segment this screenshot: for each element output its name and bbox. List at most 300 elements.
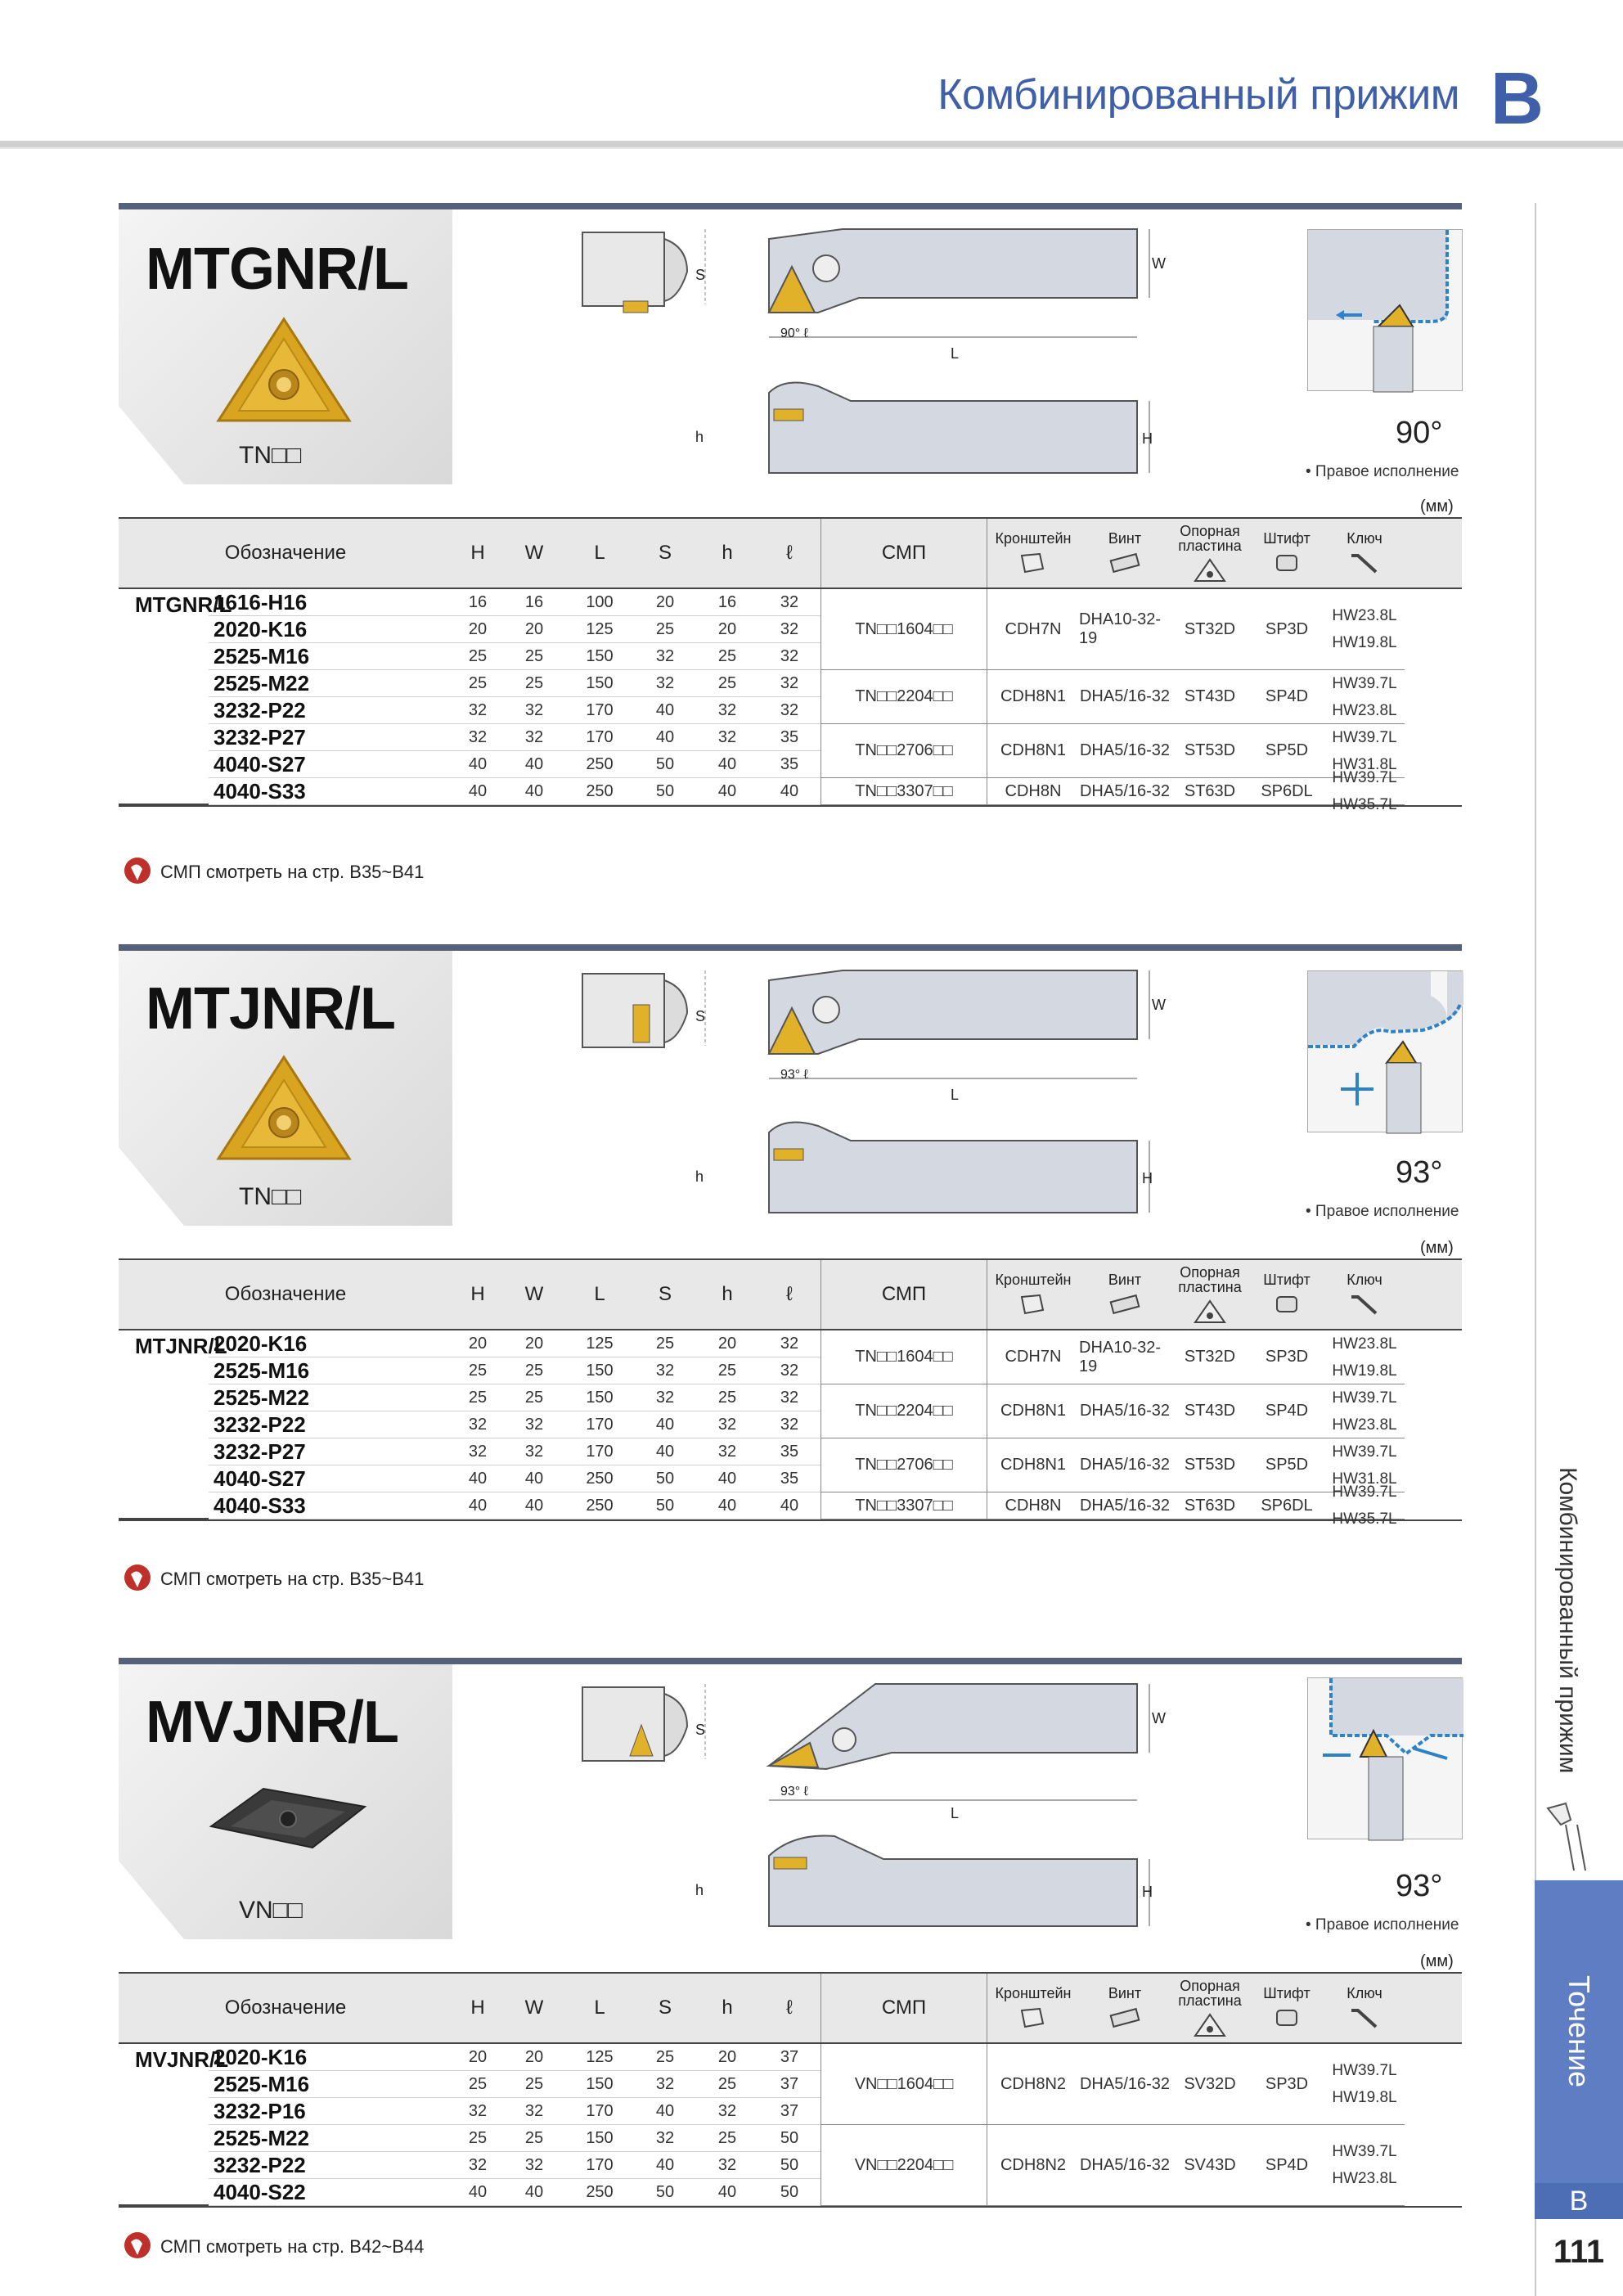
col-pin-label: Штифт <box>1263 1985 1311 2001</box>
table-row-code: 1616-H16 <box>209 589 452 616</box>
info-pin-icon <box>121 856 154 889</box>
holder-side-view <box>695 1830 1153 1944</box>
cell-H: 40 <box>452 1465 503 1492</box>
cell-h: 25 <box>696 2071 758 2098</box>
col-L: L <box>594 1283 605 1305</box>
col-W: W <box>524 1283 544 1305</box>
cell-plate: SV43D <box>1171 2125 1249 2206</box>
col-H: H <box>470 1283 485 1305</box>
triangular-insert-image <box>214 1052 353 1167</box>
svg-text:W: W <box>1152 1710 1166 1727</box>
key-primary: HW23.8L <box>1332 1335 1397 1353</box>
cell-screw: DHA5/16-32 <box>1079 670 1171 724</box>
cell-S: 40 <box>634 1438 696 1465</box>
table-row-code: 2525-M22 <box>209 2125 452 2152</box>
cell-W: 20 <box>503 1330 565 1357</box>
bracket-icon <box>1015 1292 1051 1317</box>
col-designation: Обозначение <box>224 1997 347 2019</box>
spec-table-body <box>119 2044 1462 2208</box>
cell-H: 25 <box>452 1384 503 1411</box>
cell-W: 25 <box>503 1357 565 1384</box>
cell-l: 40 <box>758 1492 820 1519</box>
key-secondary: HW31.8L <box>1332 755 1397 773</box>
col-l: ℓ <box>786 1997 793 2019</box>
cell-h: 25 <box>696 1384 758 1411</box>
cell-smp: TN□□3307□□ <box>820 778 987 805</box>
cell-S: 40 <box>634 697 696 724</box>
cell-key <box>1324 670 1405 724</box>
svg-text:W: W <box>1152 255 1166 272</box>
table-row-code: 2525-M16 <box>209 643 452 670</box>
hex-key-icon <box>1347 551 1382 575</box>
cell-bracket: CDH8N2 <box>987 2044 1079 2125</box>
page-header-title: Комбинированный прижим <box>937 71 1459 119</box>
cell-screw: DHA5/16-32 <box>1079 1438 1171 1492</box>
svg-text:h: h <box>695 1168 704 1185</box>
cell-W: 16 <box>503 589 565 616</box>
cell-h: 32 <box>696 1411 758 1438</box>
cell-H: 25 <box>452 2125 503 2152</box>
cell-pin: SP5D <box>1249 724 1324 778</box>
cell-l: 37 <box>758 2071 820 2098</box>
cell-L: 170 <box>565 2098 634 2125</box>
cell-plate: ST53D <box>1171 1438 1249 1492</box>
cell-S: 25 <box>634 616 696 643</box>
table-row-code: 2020-K16 <box>209 2044 452 2071</box>
col-screw-label: Винт <box>1108 1985 1142 2001</box>
application-diagram <box>1307 1677 1463 1839</box>
cell-l: 32 <box>758 1411 820 1438</box>
svg-text:h: h <box>695 429 704 445</box>
svg-text:L: L <box>951 1087 960 1103</box>
col-H: H <box>470 1997 485 2019</box>
col-pin <box>1249 1272 1324 1317</box>
cell-l: 37 <box>758 2098 820 2125</box>
col-l: ℓ <box>786 542 793 564</box>
cell-L: 250 <box>565 778 634 805</box>
cell-smp: TN□□2706□□ <box>820 724 987 778</box>
col-bracket-label: Кронштейн <box>995 1985 1072 2001</box>
header-divider <box>0 141 1623 147</box>
cell-l: 32 <box>758 697 820 724</box>
cell-pin: SP3D <box>1249 2044 1324 2125</box>
cell-smp: TN□□2204□□ <box>820 1384 987 1438</box>
cell-W: 25 <box>503 670 565 697</box>
col-screw-label: Винт <box>1108 530 1142 547</box>
key-secondary: HW19.8L <box>1332 1362 1397 1380</box>
cell-h: 32 <box>696 2152 758 2179</box>
table-row-code: 2525-M22 <box>209 670 452 697</box>
screw-icon <box>1107 551 1143 575</box>
col-plate <box>1171 524 1249 583</box>
hex-key-icon <box>1347 1292 1382 1317</box>
cell-S: 50 <box>634 1492 696 1519</box>
svg-text:S: S <box>695 1722 706 1738</box>
col-bracket <box>987 1986 1079 2030</box>
key-primary: HW39.7L <box>1332 1389 1397 1407</box>
cell-smp: TN□□3307□□ <box>820 1492 987 1519</box>
holder-front-view <box>573 223 712 329</box>
cell-bracket: CDH8N2 <box>987 2125 1079 2206</box>
cell-H: 25 <box>452 643 503 670</box>
model-title: MVJNR/L <box>146 1690 399 1755</box>
key-primary: HW39.7L <box>1332 674 1397 692</box>
cell-l: 32 <box>758 670 820 697</box>
pin-icon <box>1269 551 1305 575</box>
cell-bracket: CDH8N1 <box>987 670 1079 724</box>
cell-L: 250 <box>565 1492 634 1519</box>
section-bar <box>119 203 1462 209</box>
cell-screw: DHA5/16-32 <box>1079 2125 1171 2206</box>
cell-bracket: CDH7N <box>987 589 1079 670</box>
col-screw <box>1079 531 1171 575</box>
bracket-icon <box>1015 2006 1051 2030</box>
key-primary: HW39.7L <box>1332 769 1397 786</box>
col-plate-label: Опорная пластина <box>1178 1264 1242 1295</box>
cell-plate: SV32D <box>1171 2044 1249 2125</box>
cell-L: 150 <box>565 2125 634 2152</box>
col-plate <box>1171 1979 1249 2037</box>
cell-l: 35 <box>758 724 820 751</box>
svg-text:L: L <box>951 1805 960 1821</box>
cell-bracket: CDH8N <box>987 1492 1079 1519</box>
key-secondary: HW31.8L <box>1332 1470 1397 1488</box>
application-diagram <box>1307 229 1463 391</box>
cell-L: 125 <box>565 2044 634 2071</box>
table-row-code: 4040-S22 <box>209 2179 452 2206</box>
cell-screw: DHA5/16-32 <box>1079 724 1171 778</box>
key-secondary: HW23.8L <box>1332 2170 1397 2187</box>
cell-key <box>1324 589 1405 670</box>
col-screw <box>1079 1272 1171 1317</box>
col-key-label: Ключ <box>1347 1272 1382 1288</box>
col-bracket <box>987 531 1079 575</box>
cell-l: 50 <box>758 2152 820 2179</box>
cell-W: 25 <box>503 2071 565 2098</box>
col-key-label: Ключ <box>1347 530 1382 547</box>
table-row-code: 4040-S27 <box>209 1465 452 1492</box>
svg-text:H: H <box>1142 1170 1153 1186</box>
cell-bracket: CDH8N1 <box>987 1384 1079 1438</box>
cell-L: 150 <box>565 1384 634 1411</box>
cell-smp: TN□□1604□□ <box>820 1330 987 1384</box>
support-plate-icon <box>1192 1299 1228 1324</box>
holder-top-view <box>695 223 1166 370</box>
key-secondary: HW23.8L <box>1332 1416 1397 1434</box>
cell-l: 50 <box>758 2125 820 2152</box>
cell-h: 32 <box>696 1438 758 1465</box>
cell-smp: VN□□1604□□ <box>820 2044 987 2125</box>
cell-S: 50 <box>634 2179 696 2206</box>
cell-S: 25 <box>634 2044 696 2071</box>
table-header-row <box>119 1972 1462 2044</box>
svg-text:93° ℓ: 93° ℓ <box>780 1785 808 1799</box>
family-name: MTJNR/L <box>119 1330 209 1519</box>
cell-L: 170 <box>565 1411 634 1438</box>
cell-H: 25 <box>452 2071 503 2098</box>
svg-text:S: S <box>695 267 706 283</box>
cell-L: 170 <box>565 724 634 751</box>
col-key <box>1324 1986 1405 2030</box>
smp-reference-note: СМП смотреть на стр. B42~B44 <box>121 2231 424 2263</box>
svg-text:S: S <box>695 1008 706 1024</box>
cell-W: 25 <box>503 2125 565 2152</box>
cell-h: 20 <box>696 2044 758 2071</box>
cell-L: 150 <box>565 1357 634 1384</box>
svg-text:L: L <box>951 345 960 362</box>
cell-H: 40 <box>452 1492 503 1519</box>
table-row-code: 3232-P22 <box>209 697 452 724</box>
model-title: MTJNR/L <box>146 976 395 1042</box>
col-l: ℓ <box>786 1283 793 1305</box>
table-row-code: 4040-S27 <box>209 751 452 778</box>
cell-W: 32 <box>503 2098 565 2125</box>
cell-H: 16 <box>452 589 503 616</box>
family-name: MVJNR/L <box>119 2044 209 2206</box>
cell-L: 150 <box>565 643 634 670</box>
cell-key <box>1324 769 1405 813</box>
table-row-code: 3232-P22 <box>209 1411 452 1438</box>
col-S: S <box>658 1997 672 2019</box>
cell-W: 32 <box>503 724 565 751</box>
table-row-code: 2020-K16 <box>209 616 452 643</box>
cell-W: 32 <box>503 2152 565 2179</box>
col-L: L <box>594 1997 605 2019</box>
cell-h: 40 <box>696 1492 758 1519</box>
cell-h: 16 <box>696 589 758 616</box>
cell-S: 40 <box>634 1411 696 1438</box>
support-plate-icon <box>1192 2013 1228 2037</box>
col-smp: СМП <box>820 519 987 588</box>
cell-L: 170 <box>565 697 634 724</box>
col-pin <box>1249 1986 1324 2030</box>
application-diagram <box>1307 970 1463 1132</box>
table-row-code: 3232-P27 <box>209 724 452 751</box>
cell-H: 20 <box>452 616 503 643</box>
cell-h: 40 <box>696 751 758 778</box>
holder-top-view <box>695 964 1166 1111</box>
spec-table-body <box>119 1330 1462 1528</box>
cell-W: 40 <box>503 1465 565 1492</box>
table-header-row <box>119 1258 1462 1330</box>
cell-W: 32 <box>503 697 565 724</box>
cell-h: 40 <box>696 2179 758 2206</box>
cell-H: 32 <box>452 697 503 724</box>
key-primary: HW39.7L <box>1332 728 1397 746</box>
svg-text:W: W <box>1152 997 1166 1013</box>
cell-plate: ST53D <box>1171 724 1249 778</box>
cell-L: 250 <box>565 2179 634 2206</box>
cell-S: 32 <box>634 1357 696 1384</box>
key-primary: HW39.7L <box>1332 2062 1397 2079</box>
cell-L: 250 <box>565 1465 634 1492</box>
cell-key <box>1324 1330 1405 1384</box>
table-row-code: 2525-M16 <box>209 1357 452 1384</box>
cell-pin: SP4D <box>1249 1384 1324 1438</box>
cell-W: 40 <box>503 1492 565 1519</box>
unit-label: (мм) <box>1420 1239 1454 1257</box>
cell-pin: SP6DL <box>1249 1492 1324 1519</box>
cell-h: 25 <box>696 2125 758 2152</box>
cell-l: 32 <box>758 1384 820 1411</box>
spec-table-body <box>119 589 1462 813</box>
smp-reference-note: СМП смотреть на стр. B35~B41 <box>121 856 424 889</box>
table-body <box>119 2044 1462 2208</box>
cell-plate: ST43D <box>1171 1384 1249 1438</box>
cell-W: 40 <box>503 778 565 805</box>
table-row-code: 4040-S33 <box>209 1492 452 1519</box>
section-bar <box>119 944 1462 951</box>
cell-bracket: CDH8N <box>987 778 1079 805</box>
screw-icon <box>1107 2006 1143 2030</box>
cell-H: 32 <box>452 724 503 751</box>
pin-icon <box>1269 1292 1305 1317</box>
cell-W: 20 <box>503 616 565 643</box>
cell-L: 170 <box>565 1438 634 1465</box>
turning-tool-icon <box>1541 1800 1590 1874</box>
cell-W: 32 <box>503 1438 565 1465</box>
page-number: 111 <box>1553 2234 1605 2270</box>
right-hand-note: • Правое исполнение <box>1306 463 1459 480</box>
cell-H: 32 <box>452 1438 503 1465</box>
cell-plate: ST43D <box>1171 670 1249 724</box>
key-secondary: HW23.8L <box>1332 701 1397 719</box>
cell-h: 40 <box>696 778 758 805</box>
key-primary: HW39.7L <box>1332 1443 1397 1461</box>
triangular-insert-image <box>214 314 353 429</box>
cell-l: 32 <box>758 616 820 643</box>
col-bracket <box>987 1272 1079 1317</box>
holder-front-view <box>573 964 712 1070</box>
holder-front-view <box>573 1677 712 1784</box>
unit-label: (мм) <box>1420 497 1454 515</box>
cell-W: 40 <box>503 2179 565 2206</box>
cell-pin: SP3D <box>1249 1330 1324 1384</box>
svg-text:h: h <box>695 1882 704 1898</box>
col-smp: СМП <box>820 1974 987 2042</box>
cell-L: 170 <box>565 2152 634 2179</box>
cell-l: 50 <box>758 2179 820 2206</box>
cell-l: 40 <box>758 778 820 805</box>
cell-S: 32 <box>634 2071 696 2098</box>
cell-pin: SP6DL <box>1249 778 1324 805</box>
cell-l: 32 <box>758 1357 820 1384</box>
cell-S: 25 <box>634 1330 696 1357</box>
cell-L: 150 <box>565 2071 634 2098</box>
right-hand-note: • Правое исполнение <box>1306 1203 1459 1220</box>
pin-icon <box>1269 2006 1305 2030</box>
key-primary: HW39.7L <box>1332 2143 1397 2160</box>
cell-key <box>1324 2125 1405 2206</box>
table-row-code: 3232-P16 <box>209 2098 452 2125</box>
col-H: H <box>470 542 485 564</box>
hex-key-icon <box>1347 2006 1382 2030</box>
table-row-code: 3232-P27 <box>209 1438 452 1465</box>
cell-H: 32 <box>452 2098 503 2125</box>
cell-W: 25 <box>503 1384 565 1411</box>
cell-h: 32 <box>696 724 758 751</box>
key-secondary: HW35.7L <box>1332 1510 1397 1528</box>
col-plate <box>1171 1265 1249 1324</box>
model-title: MTGNR/L <box>146 236 408 302</box>
cell-S: 32 <box>634 1384 696 1411</box>
col-designation: Обозначение <box>224 542 347 564</box>
spec-table-header <box>119 1258 1462 1330</box>
cell-smp: TN□□2204□□ <box>820 670 987 724</box>
right-hand-note: • Правое исполнение <box>1306 1916 1459 1934</box>
insert-code: TN□□ <box>239 442 302 469</box>
table-row-code: 2020-K16 <box>209 1330 452 1357</box>
cell-h: 25 <box>696 1357 758 1384</box>
col-S: S <box>658 542 672 564</box>
cell-h: 32 <box>696 697 758 724</box>
sidebar-tab-letter: B <box>1535 2183 1623 2219</box>
cell-H: 25 <box>452 670 503 697</box>
col-screw-label: Винт <box>1108 1272 1142 1288</box>
col-key <box>1324 531 1405 575</box>
rhombic-insert-image <box>206 1782 370 1856</box>
cell-S: 40 <box>634 2098 696 2125</box>
col-plate-label: Опорная пластина <box>1178 1978 1242 2009</box>
cell-H: 40 <box>452 778 503 805</box>
cutting-angle: 93° <box>1396 1869 1443 1903</box>
info-pin-icon <box>121 1563 154 1596</box>
cell-l: 35 <box>758 1438 820 1465</box>
col-W: W <box>524 542 544 564</box>
cell-H: 20 <box>452 2044 503 2071</box>
cell-H: 40 <box>452 2179 503 2206</box>
support-plate-icon <box>1192 558 1228 583</box>
cell-smp: VN□□2204□□ <box>820 2125 987 2206</box>
spec-table-header <box>119 1972 1462 2044</box>
cell-W: 32 <box>503 1411 565 1438</box>
cell-S: 50 <box>634 1465 696 1492</box>
svg-text:93° ℓ: 93° ℓ <box>780 1068 808 1082</box>
cell-S: 40 <box>634 2152 696 2179</box>
cell-screw: DHA5/16-32 <box>1079 1492 1171 1519</box>
cell-L: 125 <box>565 1330 634 1357</box>
cell-plate: ST63D <box>1171 1492 1249 1519</box>
cell-screw: DHA10-32-19 <box>1079 1330 1171 1384</box>
cell-L: 125 <box>565 616 634 643</box>
holder-top-view <box>695 1677 1166 1825</box>
svg-text:H: H <box>1142 1884 1153 1900</box>
cell-smp: TN□□2706□□ <box>820 1438 987 1492</box>
cell-screw: DHA5/16-32 <box>1079 778 1171 805</box>
cell-bracket: CDH8N1 <box>987 1438 1079 1492</box>
table-header-row <box>119 517 1462 589</box>
sidebar-tab-turning[interactable]: Точение <box>1535 1880 1623 2183</box>
cell-l: 35 <box>758 1465 820 1492</box>
cell-plate: ST32D <box>1171 1330 1249 1384</box>
cell-key <box>1324 2044 1405 2125</box>
col-plate-label: Опорная пластина <box>1178 523 1242 554</box>
cutting-angle: 93° <box>1396 1155 1443 1190</box>
holder-side-view <box>695 376 1153 491</box>
cell-L: 250 <box>565 751 634 778</box>
cell-W: 20 <box>503 2044 565 2071</box>
col-pin-label: Штифт <box>1263 530 1311 547</box>
cell-H: 32 <box>452 1411 503 1438</box>
section-bar <box>119 1658 1462 1664</box>
col-h: h <box>722 542 733 564</box>
table-row-code: 4040-S33 <box>209 778 452 805</box>
col-designation: Обозначение <box>224 1283 347 1305</box>
col-smp: СМП <box>820 1260 987 1329</box>
cell-H: 32 <box>452 2152 503 2179</box>
cell-S: 50 <box>634 778 696 805</box>
cell-screw: DHA5/16-32 <box>1079 1384 1171 1438</box>
